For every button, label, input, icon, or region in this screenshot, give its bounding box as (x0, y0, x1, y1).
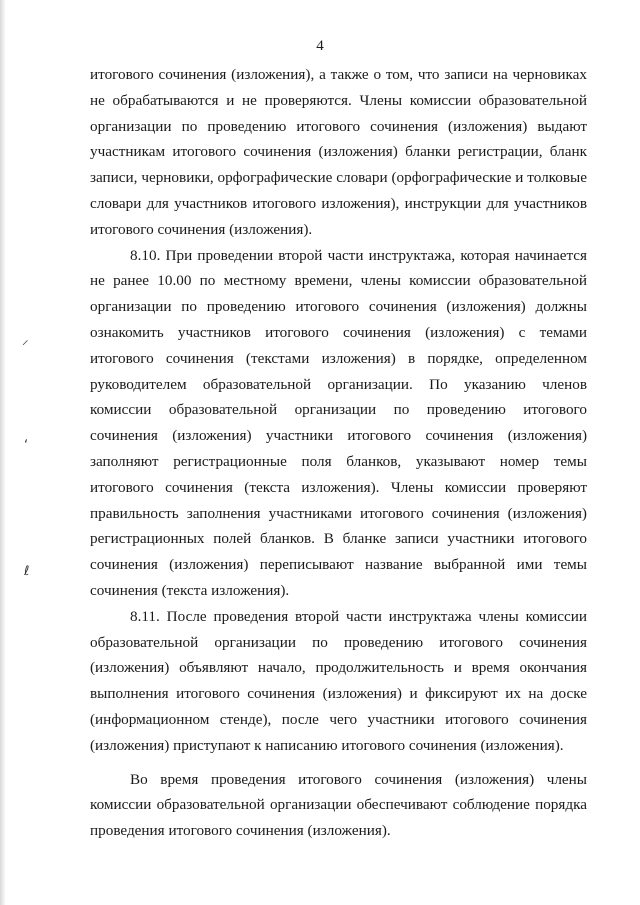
scan-edge-shadow (0, 0, 6, 905)
page-number: 4 (316, 38, 324, 54)
margin-pencil-mark: ʻ (24, 438, 29, 453)
paragraph-continuation: итогового сочинения (изложения), а также о том, что записи на черновиках не обрабатываются и не проверяются. Члены комиссии образовательной организации по проведению итогового сочинения (изложения) выдают участникам итогового сочинения (изложения) бланки регистрации, бланк записи, черновики, орфографические словари (орфографические и толковые словари для участников итогового изложения), инструкции для участников итогового сочинения (изложения). (90, 66, 587, 238)
margin-pencil-mark: ⸝ (22, 333, 29, 348)
margin-pencil-mark: ℓ (24, 564, 30, 579)
paragraph-8-10: 8.10. При проведении второй части инструктажа, которая начинается не ранее 10.00 по местному времени, члены комиссии образовательной организации по проведению итогового сочинения (изложения) должны ознакомить участников итогового сочинения (изложения) с темами итогового сочинения (текстами изложения) в порядке, определенном руководителем образовательной организации. По указанию членов комиссии образовательной организации по проведению итогового сочинения (изложения) участники итогового сочинения (изложения) заполняют регистрационные поля бланков, указывают номер темы итогового сочинения (текста изложения). Члены комиссии проверяют правильность заполнения участниками итогового сочинения (изложения) регистрационных полей бланков. В бланке записи участники итогового сочинения (изложения) переписывают название выбранной ими темы сочинения (текста изложения). (90, 246, 587, 599)
paragraph-closing: Во время проведения итогового сочинения (изложения) члены комиссии образовательной организации обеспечивают соблюдение порядка проведения итогового сочинения (изложения). (90, 770, 587, 840)
document-body (90, 62, 587, 844)
paragraph-8-11: 8.11. После проведения второй части инструктажа члены комиссии образовательной организации по проведению итогового сочинения (изложения) объявляют начало, продолжительность и время окончания выполнения итогового сочинения (изложения) и фиксируют их на доске (информационном стенде), после чего участники итогового сочинения (изложения) приступают к написанию итогового сочинения (изложения). (90, 607, 587, 754)
